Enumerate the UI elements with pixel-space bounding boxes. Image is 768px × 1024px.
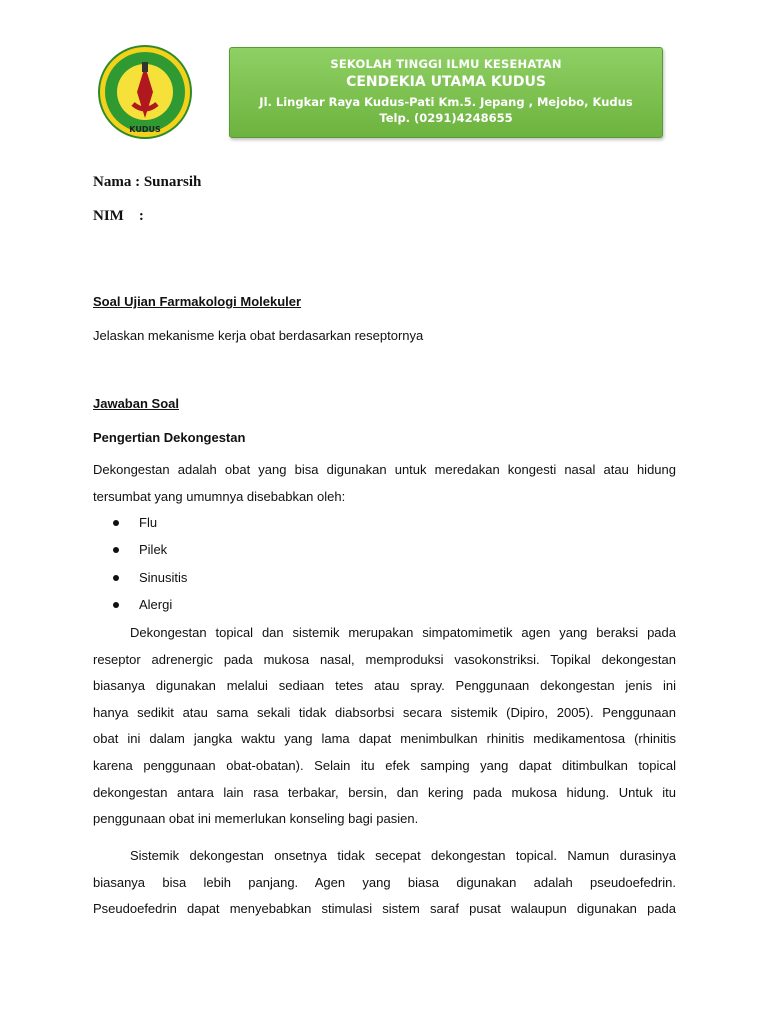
intro-line: tersumbat yang umumnya disebabkan oleh: (93, 488, 346, 504)
bullet-icon (113, 602, 119, 608)
answer-heading: Jawaban Soal (93, 396, 179, 411)
bullet-icon (113, 575, 119, 581)
paragraph-systemic (93, 843, 676, 923)
college-seal-icon (93, 42, 198, 142)
paragraph-line: penggunaan obat ini memerlukan konseling bagi pasien. (93, 811, 419, 827)
exam-question: Jelaskan mekanisme kerja obat berdasarkan reseptornya (93, 328, 424, 343)
banner-line-2: CENDEKIA UTAMA KUDUS (346, 74, 546, 90)
exam-title: Soal Ujian Farmakologi Molekuler (93, 294, 302, 309)
institution-banner (229, 47, 663, 138)
student-nim: NIM : (93, 208, 144, 224)
intro-paragraph (93, 457, 676, 510)
paragraph-line: dekongestan antara lain rasa terbakar, bersin, dan kering pada mukosa hidung. Untuk itu (93, 784, 676, 800)
student-name: Nama : Sunarsih (93, 174, 202, 190)
paragraph-line: obat ini dalam jangka waktu yang lama dapat menimbulkan rhinitis medikamentosa (rhinitis (93, 731, 676, 747)
answer-subheading: Pengertian Dekongestan (93, 430, 246, 445)
paragraph-line: biasanya bisa lebih panjang. Agen yang biasa digunakan adalah pseudoefedrin. (93, 874, 676, 890)
bullet-icon (113, 547, 119, 553)
paragraph-line: Dekongestan topical dan sistemik merupakan simpatomimetik agen yang beraksi pada (130, 625, 676, 640)
paragraph-line: hanya sedikit atau sama sekali tidak diabsorbsi secara sistemik (Dipiro, 2005). Penggunaan (93, 704, 676, 720)
paragraph-line: Pseudoefedrin dapat menyebabkan stimulasi sistem saraf pusat walaupun digunakan pada (93, 901, 676, 917)
intro-line: Dekongestan adalah obat yang bisa digunakan untuk meredakan kongesti nasal atau hidung (93, 462, 676, 477)
paragraph-line: biasanya digunakan melalui sediaan tetes atau spray. Penggunaan dekongestan jenis ini (93, 678, 676, 694)
logo-text: KUDUS (129, 125, 161, 134)
college-seal-logo (93, 42, 198, 142)
paragraph-line: karena penggunaan obat-obatan). Selain itu efek samping yang dapat ditimbulkan topical (93, 757, 676, 773)
paragraph-line: reseptor adrenergic pada mukosa nasal, memproduksi vasokonstriksi. Topikal dekongestan (93, 651, 676, 667)
bullet-icon (113, 520, 119, 526)
paragraph-line: Sistemik dekongestan onsetnya tidak secepat dekongestan topical. Namun durasinya (130, 848, 676, 863)
paragraph-topical (93, 620, 676, 833)
banner-line-1: SEKOLAH TINGGI ILMU KESEHATAN (330, 57, 562, 71)
banner-address: Jl. Lingkar Raya Kudus-Pati Km.5. Jepang , Mejobo, Kudus Telp. (0291)4248655 (259, 95, 633, 125)
